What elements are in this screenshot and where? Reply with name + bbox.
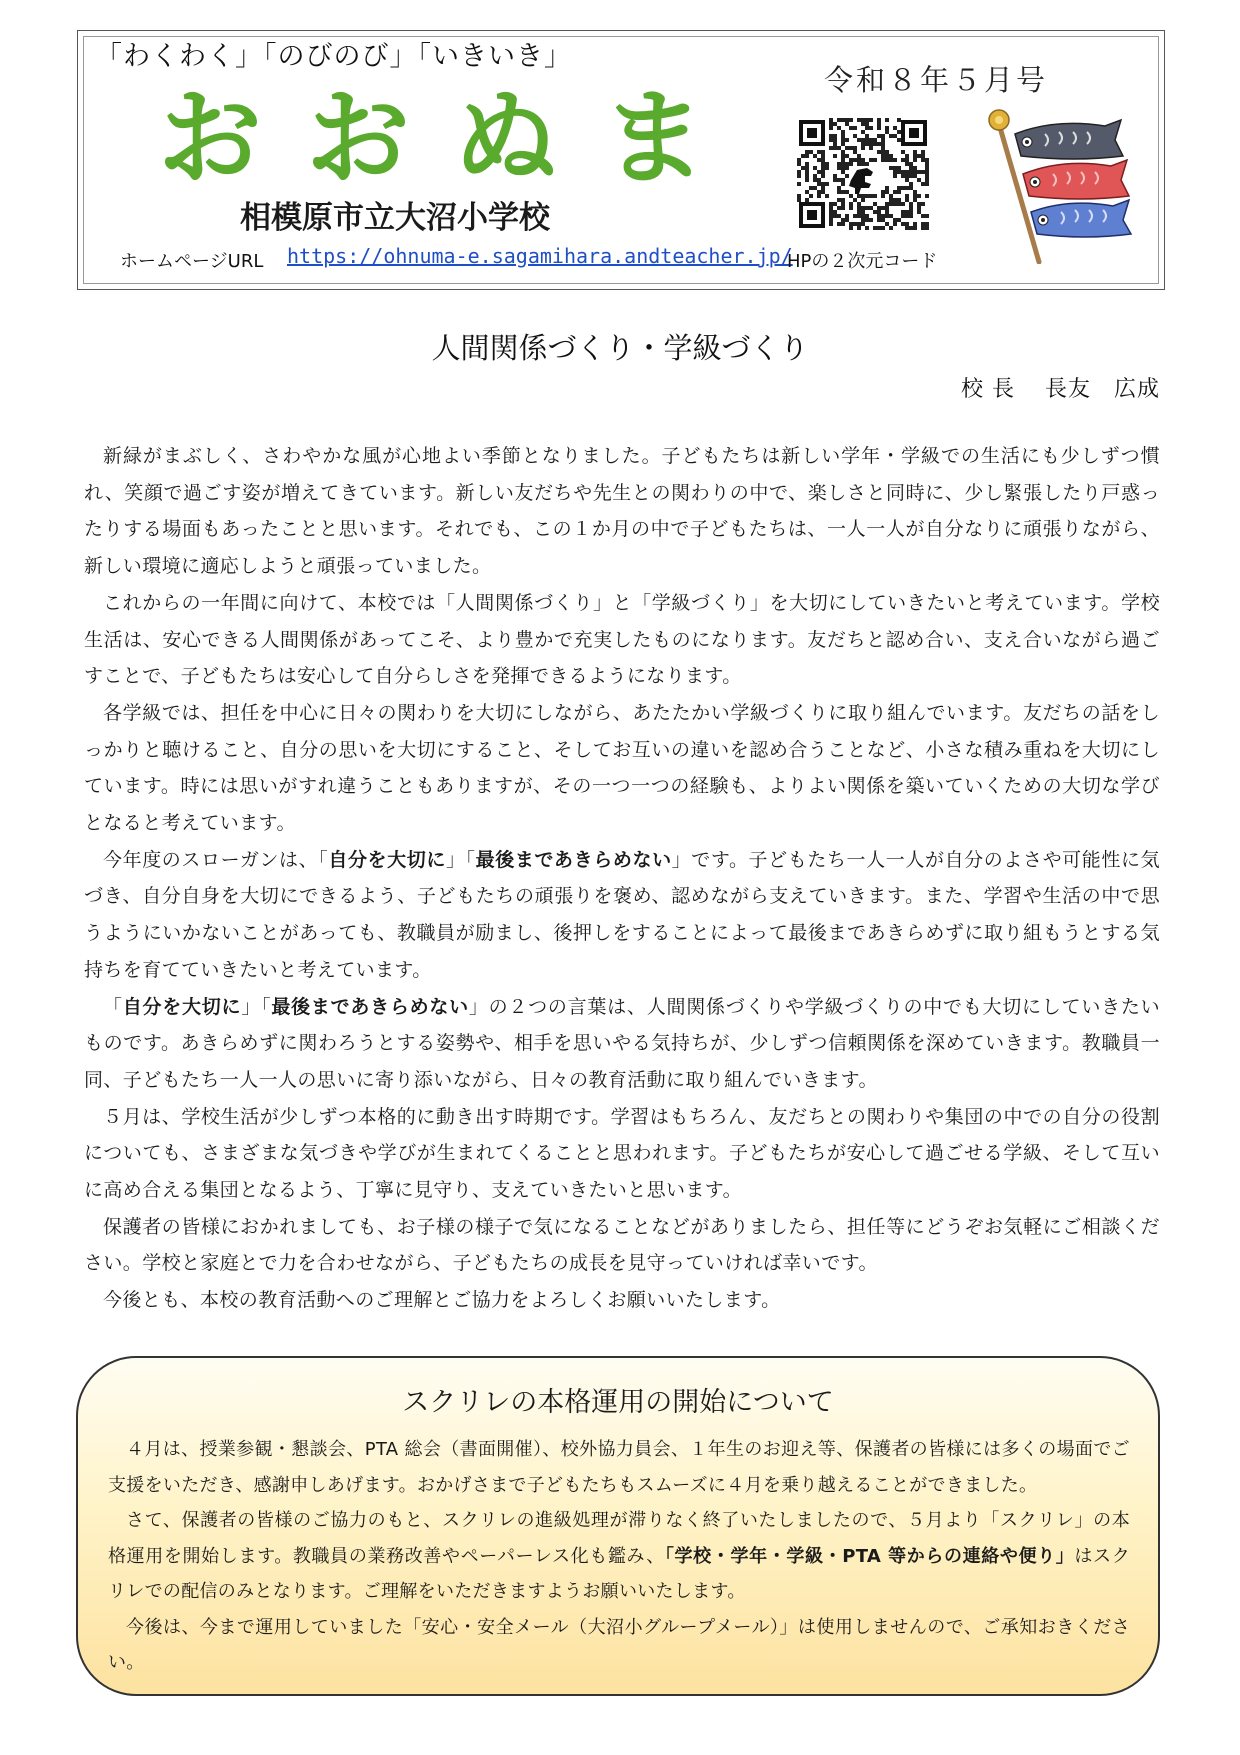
- article-title: 人間関係づくり・学級づくり: [431, 331, 809, 365]
- notice-body: [108, 1432, 1130, 1681]
- paragraph: ４月は、授業参観・懇談会、PTA 総会（書面開催）、校外協力員会、１年生のお迎え等、保護者の皆様には多くの場面でご支援をいただき、感謝申しあげます。おかげさまで子どもたちもスムーズに４月を乗り越えることができました。: [108, 1439, 1130, 1496]
- paragraph: 新緑がまぶしく、さわやかな風が心地よい季節となりました。子どもたちは新しい学年・学級での生活にも少しずつ慣れ、笑顔で過ごす姿が増えてきています。新しい友だちや先生との関わりの中で、楽しさと同時に、少し緊張したり戸惑ったりする場面もあったことと思います。それでも、この１か月の中で子どもたちは、一人一人が自分なりに頑張りながら、新しい環境に適応しようと頑張っていました。: [84, 445, 1160, 578]
- author-name: 長友 広成: [1044, 377, 1160, 402]
- paragraph: 今後は、今まで運用していました「安心・安全メール（大沼小グループメール）」は使用しませんので、ご承知おきください。: [108, 1616, 1130, 1673]
- paragraph: 各学級では、担任を中心に日々の関わりを大切にしながら、あたたかい学級づくりに取り組んでいます。友だちの話をしっかりと聴けること、自分の思いを大切にすること、そしてお互いの違いを認め合うことなど、小さな積み重ねを大切にしています。時には思いがすれ違うこともありますが、その一つ一つの経験も、よりよい関係を築いていくための大切な学びとなると考えています。: [84, 701, 1160, 835]
- issue-date: 令和８年５月号: [824, 63, 1049, 97]
- article-author: [961, 372, 1160, 403]
- text-run: 今年度のスローガンは、「: [103, 848, 329, 871]
- text-run: 」「: [445, 848, 476, 871]
- qr-code-icon[interactable]: [797, 118, 929, 230]
- paragraph: ５月は、学校生活が少しずつ本格的に動き出す時期です。学習はもちろん、友だちとの関わりや集団の中での自分の役割についても、さまざまな気づきや学びが生まれてくることと思われます。子どもたちが安心して過ごせる学級、そして互いに高め合える集団となるよう、丁寧に見守り、支えていきたいと思います。: [84, 1105, 1160, 1202]
- homepage-label: ホームページURL: [120, 251, 264, 272]
- paragraph: 保護者の皆様におかれましても、お子様の様子で気になることなどがありましたら、担任等にどうぞお気軽にご相談ください。学校と家庭とで力を合わせながら、子どもたちの成長を見守っていければ幸いです。: [84, 1215, 1160, 1275]
- author-role: 校 長: [960, 377, 1015, 402]
- paragraph-slogan-2: [84, 989, 1160, 1099]
- text-run: はスクリレでの配信のみとなります。ご理解をいただきますようお願いいたします。: [108, 1545, 1130, 1602]
- text-run: 」です。子どもたち一人一人が自分のよさや可能性に気づき、自分自身を大切にできるよう、子どもたちの頑張りを褒め、認めながら支えていきます。また、学習や生活の中で思うようにいかないことがあっても、教職員が励まし、後押しをすることによって最後まであきらめずに取り組もうとする気持ちを育てていきたいと考えています。: [84, 848, 1160, 981]
- school-motto: 「わくわく」「のびのび」「いきいき」: [95, 41, 572, 72]
- slogan-2: 最後まであきらめない: [475, 848, 672, 871]
- school-name: 相模原市立大沼小学校: [240, 200, 550, 236]
- paragraph: [108, 1503, 1130, 1610]
- notice-box: [76, 1356, 1160, 1696]
- notice-title: スクリレの本格運用の開始について: [402, 1387, 834, 1418]
- newsletter-title: おおぬま: [158, 77, 751, 199]
- paragraph: これからの一年間に向けて、本校では「人間関係づくり」と「学級づくり」を大切にしていきたいと考えています。学校生活は、安心できる人間関係があってこそ、より豊かで充実したものになります。友だちと認め合い、支え合いながら過ごすことで、子どもたちは安心して自分らしさを発揮できるようになります。: [84, 591, 1160, 688]
- koinobori-illustration: [985, 104, 1135, 264]
- article-body: [84, 438, 1160, 1319]
- slogan-1: 自分を大切に: [328, 848, 446, 871]
- notice-highlight: 「学校・学年・学級・PTA 等からの連絡や便り」: [664, 1545, 1075, 1567]
- slogan-1: 自分を大切に: [122, 995, 242, 1018]
- text-run: 」の２つの言葉は、人間関係づくりや学級づくりの中でも大切にしていきたいものです。あきらめずに関わろうとする姿勢や、相手を思いやる気持ちが、少しずつ信頼関係を深めていきます。教職員一同、子どもたち一人一人の思いに寄り添いながら、日々の教育活動に取り組んでいきます。: [84, 995, 1160, 1091]
- homepage-link[interactable]: https://ohnuma-e.sagamihara.andteacher.jp/: [287, 244, 793, 268]
- text-run: さて、保護者の皆様のご協力のもと、スクリレの進級処理が滞りなく終了いたしましたので、５月より「スクリレ」の本格運用を開始します。教職員の業務改善やペーパーレス化も鑑み、: [108, 1510, 1130, 1567]
- qr-code-label: HPの２次元コード: [787, 251, 938, 272]
- paragraph: 今後とも、本校の教育活動へのご理解とご協力をよろしくお願いいたします。: [103, 1289, 781, 1312]
- slogan-2: 最後まであきらめない: [271, 995, 469, 1018]
- text-run: 」「: [241, 995, 272, 1018]
- text-run: 「: [103, 995, 123, 1018]
- paragraph-slogan: [84, 842, 1160, 989]
